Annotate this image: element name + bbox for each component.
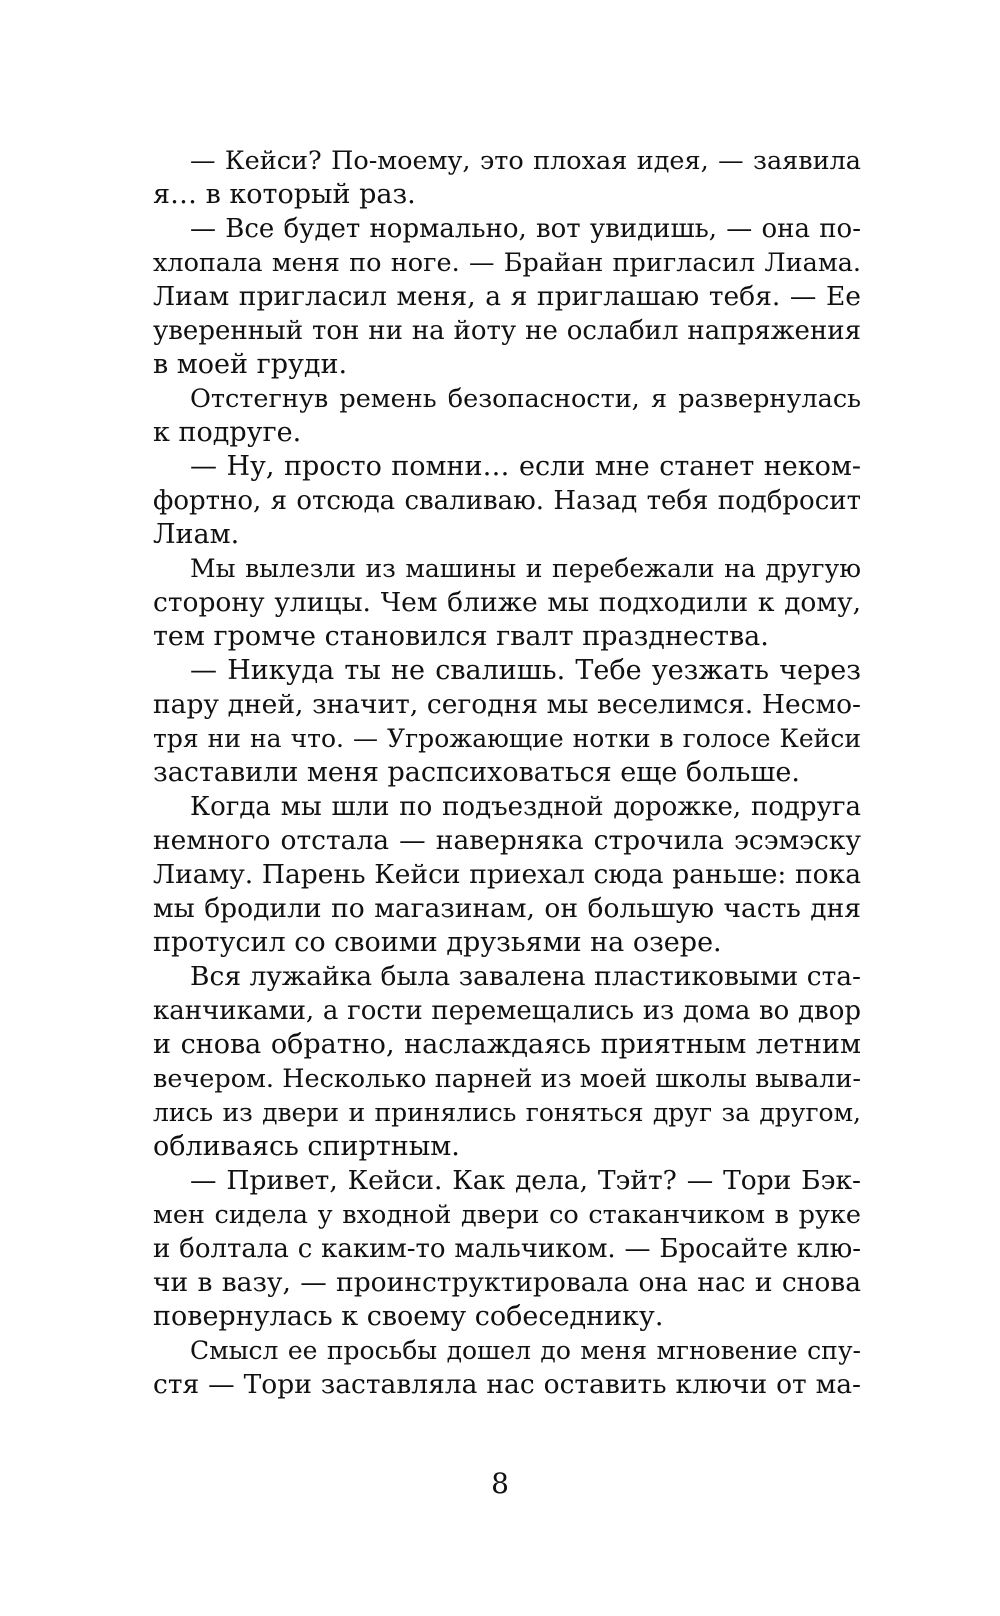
text-line: к подруге. xyxy=(153,417,302,448)
text-line: мы бродили по магазинам, он большую часть дня xyxy=(153,893,861,924)
text-line: — Кейси? По-моему, это плохая идея, — заявила xyxy=(190,146,861,176)
text-line: — Привет, Кейси. Как дела, Тэйт? — Тори Бэк- xyxy=(190,1165,861,1196)
text-line: немного отстала — наверняка строчила эсэмэску xyxy=(153,825,861,856)
text-line: хлопала меня по ноге. — Брайан пригласил Лиама. xyxy=(153,248,861,278)
text-line: канчиками, а гости перемещались из дома во двор xyxy=(153,996,861,1026)
text-line: — Ну, просто помни… если мне станет неком- xyxy=(190,451,861,482)
text-line: Когда мы шли по подъездной дорожке, подруга xyxy=(190,792,861,822)
text-line: Лиам пригласил меня, а я приглашаю тебя. — Ее xyxy=(153,281,861,312)
text-line: Отстегнув ремень безопасности, я развернулась xyxy=(190,384,861,414)
text-line: уверенный тон ни на йоту не ослабил напряжения xyxy=(153,316,861,346)
text-line: чи в вазу, — проинструктировала она нас и снова xyxy=(153,1267,861,1298)
text-line: Смысл ее просьбы дошел до меня мгновение спу- xyxy=(190,1336,861,1365)
text-line: и снова обратно, наслаждаясь приятным летним xyxy=(153,1029,861,1060)
text-line: стя — Тори заставляла нас оставить ключи от ма- xyxy=(153,1369,861,1400)
text-line: тем громче становился гвалт празднества. xyxy=(153,621,769,652)
text-line: Вся лужайка была завалена пластиковыми ста- xyxy=(190,961,861,992)
text-line: вечером. Несколько парней из моей школы вывали- xyxy=(153,1064,861,1094)
text-line: Мы вылезли из машины и перебежали на другую xyxy=(190,554,861,583)
text-line: обливаясь спиртным. xyxy=(153,1131,460,1162)
text-line: мен сидела у входной двери со стаканчиком в руке xyxy=(153,1200,861,1230)
text-line: в моей груди. xyxy=(153,349,348,380)
page-number: 8 xyxy=(491,1467,509,1500)
text-line: — Никуда ты не свалишь. Тебе уезжать через xyxy=(190,655,861,686)
text-line: заставили меня распсиховаться еще больше. xyxy=(153,757,800,788)
text-line: сторону улицы. Чем ближе мы подходили к дому, xyxy=(153,587,861,618)
text-line: и болтала с каким-то мальчиком. — Бросайте клю- xyxy=(153,1234,861,1264)
text-line: лись из двери и принялись гоняться друг за другом, xyxy=(153,1098,861,1127)
text-line: пару дней, значит, сегодня мы веселимся. Несмо- xyxy=(153,689,861,720)
text-line: фортно, я отсюда сваливаю. Назад тебя подбросит xyxy=(153,486,861,516)
text-line: Лиам. xyxy=(153,519,240,550)
text-line: протусил со своими друзьями на озере. xyxy=(153,927,722,958)
text-line: — Все будет нормально, вот увидишь, — она по- xyxy=(190,214,861,244)
text-line: я… в который раз. xyxy=(153,179,416,210)
text-line: Лиаму. Парень Кейси приехал сюда раньше: пока xyxy=(153,859,861,890)
text-line: тря ни на что. — Угрожающие нотки в голосе Кейси xyxy=(153,724,861,753)
text-line: повернулась к своему собеседнику. xyxy=(153,1301,664,1332)
body-text xyxy=(153,144,861,1402)
